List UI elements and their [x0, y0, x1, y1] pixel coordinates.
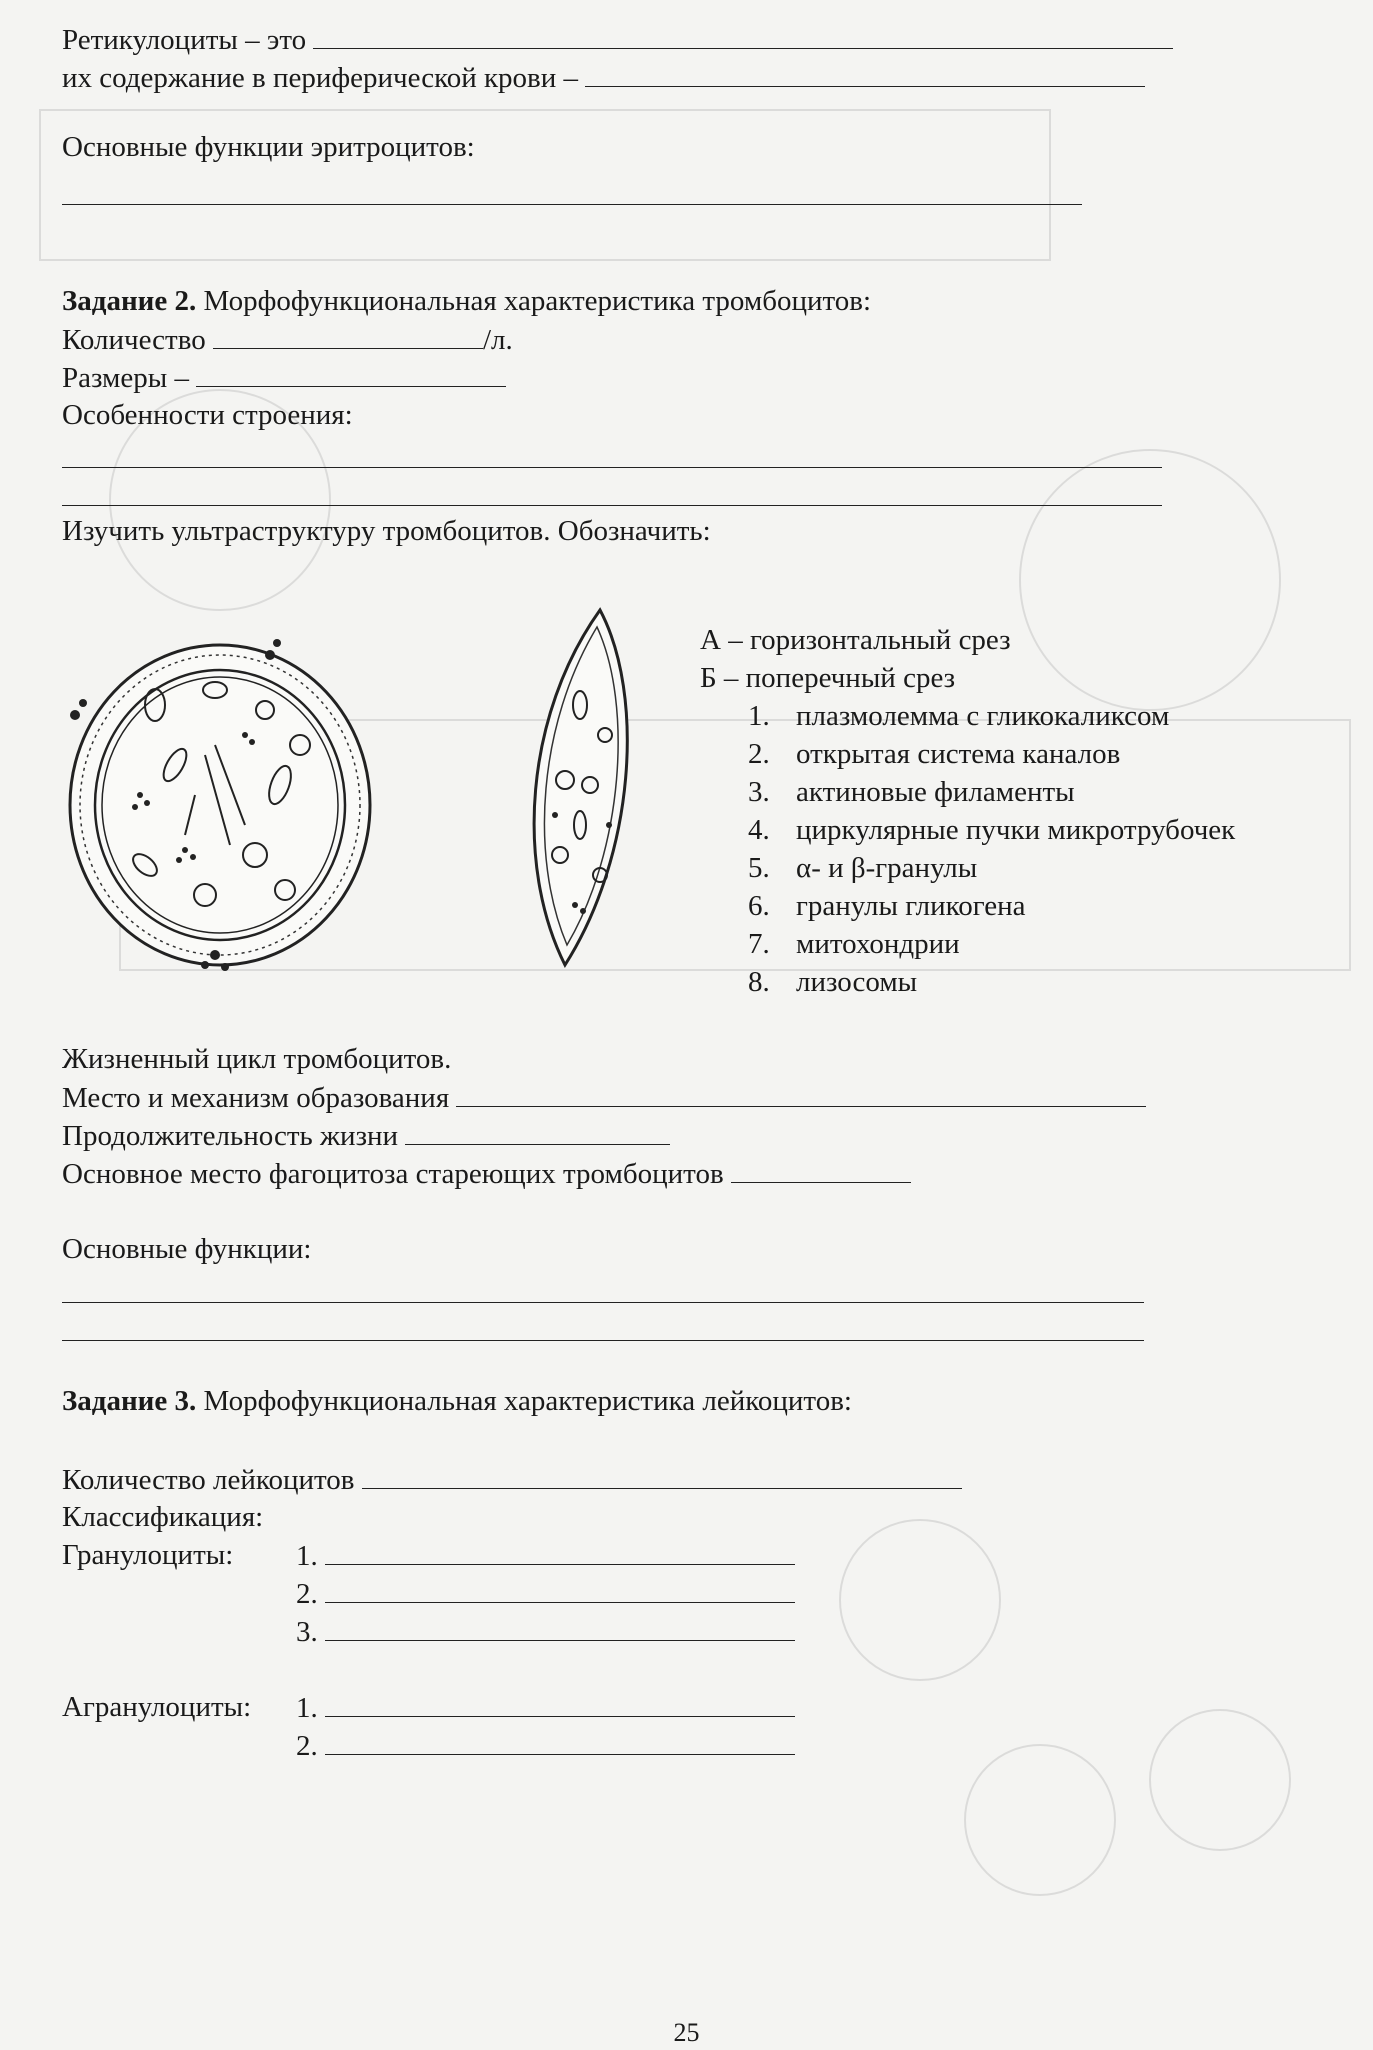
reticulocytes-content-blank[interactable] [585, 58, 1145, 87]
platelet-functions-blank-2[interactable] [62, 1340, 1144, 1341]
reticulocytes-line: Ретикулоциты – это [62, 20, 1173, 59]
legend-item: 1. плазмолемма с гликокаликсом [748, 700, 1170, 732]
legend-item: 7. митохондрии [748, 928, 960, 960]
task3-title: Задание 3. Морфофункциональная характеристика лейкоцитов: [62, 1385, 852, 1417]
platelet-structure-blank-1[interactable] [62, 467, 1162, 468]
platelet-sizes-line: Размеры – [62, 358, 506, 397]
leukocyte-count-blank[interactable] [362, 1460, 962, 1489]
platelet-cross-section-diagram [505, 605, 645, 975]
agranulocyte-row: 2. [296, 1726, 795, 1765]
legend-item: 6. гранулы гликогена [748, 890, 1026, 922]
legend-item: 3. актиновые филаменты [748, 776, 1075, 808]
platelet-quantity-blank[interactable] [213, 320, 483, 349]
platelet-structure-line: Особенности строения: [62, 399, 353, 431]
granulocyte-row: 2. [296, 1574, 795, 1613]
reticulocytes-content-line: их содержание в периферической крови – [62, 58, 1145, 97]
legend-b: Б – поперечный срез [700, 662, 956, 694]
legend-item: 5. α- и β-гранулы [748, 852, 978, 884]
platelet-sizes-blank[interactable] [196, 358, 506, 387]
phagocytosis-line: Основное место фагоцитоза стареющих тромбоцитов [62, 1154, 911, 1193]
lifespan-blank[interactable] [405, 1116, 670, 1145]
formation-blank[interactable] [456, 1078, 1146, 1107]
platelet-functions-heading: Основные функции: [62, 1233, 312, 1265]
granulocyte-row: 3. [296, 1612, 795, 1651]
agranulocyte-blank[interactable] [325, 1688, 795, 1717]
task2-title: Задание 2. Морфофункциональная характеристика тромбоцитов: [62, 285, 872, 317]
lifespan-line: Продолжительность жизни [62, 1116, 670, 1155]
granulocyte-blank[interactable] [325, 1574, 795, 1603]
agranulocytes-label: Агранулоциты: [62, 1691, 252, 1723]
agranulocyte-row: 1. [296, 1688, 795, 1727]
agranulocyte-blank[interactable] [325, 1726, 795, 1755]
platelet-quantity-line: Количество /л. [62, 320, 513, 359]
platelet-ultrastructure-heading: Изучить ультраструктуру тромбоцитов. Обозначить: [62, 515, 711, 547]
erythrocyte-functions-blank[interactable] [62, 204, 1082, 205]
platelet-structure-blank-2[interactable] [62, 505, 1162, 506]
classification-heading: Классификация: [62, 1501, 264, 1533]
platelet-functions-blank-1[interactable] [62, 1302, 1144, 1303]
legend-item: 4. циркулярные пучки микротрубочек [748, 814, 1236, 846]
reticulocytes-blank[interactable] [313, 20, 1173, 49]
granulocyte-blank[interactable] [325, 1536, 795, 1565]
legend-item: 2. открытая система каналов [748, 738, 1121, 770]
page-number: 25 [673, 2018, 700, 2047]
formation-line: Место и механизм образования [62, 1078, 1146, 1117]
platelet-horizontal-section-diagram [55, 635, 375, 975]
legend-a: А – горизонтальный срез [700, 624, 1011, 656]
lifecycle-heading: Жизненный цикл тромбоцитов. [62, 1043, 452, 1075]
granulocyte-blank[interactable] [325, 1612, 795, 1641]
leukocyte-count-line: Количество лейкоцитов [62, 1460, 962, 1499]
phagocytosis-blank[interactable] [731, 1154, 911, 1183]
erythrocyte-functions-heading: Основные функции эритроцитов: [62, 131, 475, 163]
granulocyte-row: 1. [296, 1536, 795, 1575]
legend-item: 8. лизосомы [748, 966, 918, 998]
granulocytes-label: Гранулоциты: [62, 1539, 234, 1571]
